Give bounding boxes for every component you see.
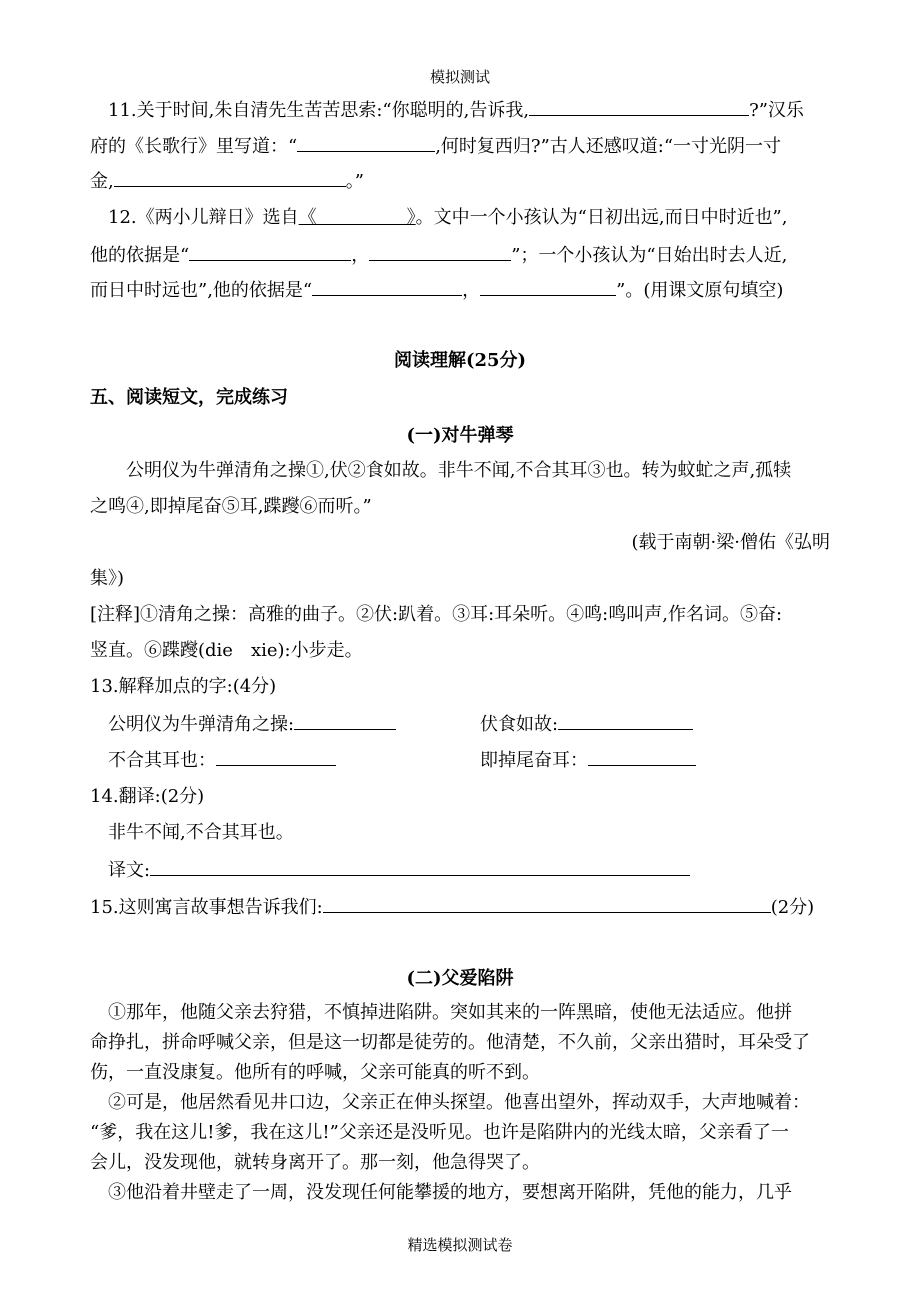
answer-blank[interactable]: [480, 276, 616, 296]
question-13-item-a: 公明仪为牛弹清角之操:: [108, 710, 396, 738]
answer-blank[interactable]: [558, 710, 693, 730]
question-12-line-3: 而日中时远也”,他的依据是“ ， ”。(用课文原句填空): [90, 276, 783, 304]
answer-blank[interactable]: [297, 132, 435, 152]
answer-blank[interactable]: [216, 746, 336, 766]
page-footer: 精选模拟测试卷: [407, 1236, 513, 1254]
question-14-sentence: 非牛不闻,不合其耳也。: [108, 822, 294, 843]
question-11-line-2: 府的《长歌行》里写道：“ ,何时复西归?”古人还感叹道:“一寸光阴一寸: [90, 132, 781, 160]
passage-1-notes-2: 竖直。⑥蹀躞(die xie):小步走。: [90, 640, 363, 661]
passage-1-text-2: 之鸣④,即掉尾奋⑤耳,蹀躞⑥而听。”: [90, 496, 372, 517]
answer-blank[interactable]: [294, 710, 396, 730]
answer-blank[interactable]: [588, 746, 696, 766]
question-15: 15.这则寓言故事想告诉我们: (2分): [90, 893, 814, 921]
passage-1-text-1: 公明仪为牛弹清角之操①,伏②食如故。非牛不闻,不合其耳③也。转为蚊虻之声,孤犊: [126, 460, 792, 481]
section-5-heading: 五、阅读短文，完成练习: [90, 387, 288, 408]
passage-2-line: 伤，一直没康复。他所有的呼喊，父亲可能真的听不到。: [90, 1062, 540, 1083]
question-14-answer: 译文:: [108, 856, 690, 884]
passage-2-line: ②可是，他居然看见井口边，父亲正在伸头探望。他喜出望外，挥动双手，大声地喊着：: [108, 1092, 810, 1113]
passage-2-line: ①那年，他随父亲去狩猎，不慎掉进陷阱。突如其来的一阵黑暗，使他无法适应。他拼: [108, 1002, 792, 1023]
question-11-line-1: 11.关于时间,朱自清先生苦苦思索:“你聪明的,告诉我, ?”汉乐: [108, 96, 804, 124]
answer-blank[interactable]: [189, 241, 351, 261]
question-14-title: 14.翻译:(2分): [90, 786, 205, 807]
passage-2-line: 会儿，没发现他，就转身离开了。那一刻，他急得哭了。: [90, 1152, 540, 1173]
answer-blank[interactable]: [323, 893, 771, 913]
question-13-item-d: 即掉尾奋耳：: [480, 746, 696, 774]
passage-1-source-1: (载于南朝·梁·僧佑《弘明: [631, 532, 830, 553]
passage-1-source-2: 集》): [90, 568, 125, 589]
page-header: 模拟测试: [429, 68, 490, 86]
question-12-line-1: 12.《两小儿辩日》选自《 》。文中一个小孩认为“日初出远,而日中时近也”,: [108, 207, 788, 228]
answer-blank[interactable]: [114, 167, 346, 187]
answer-blank[interactable]: [150, 856, 690, 876]
question-12-line-2: 他的依据是“ ， ”；一个小孩认为“日始出时去人近,: [90, 241, 787, 269]
question-13-title: 13.解释加点的字:(4分): [90, 676, 277, 697]
book-title-blank[interactable]: 《 》: [298, 207, 416, 228]
question-13-item-c: 不合其耳也：: [108, 746, 336, 774]
passage-2-title: (二)父爱陷阱: [406, 968, 514, 989]
passage-2-line: “爹，我在这儿!爹，我在这儿!”父亲还是没听见。也许是陷阱内的光线太暗，父亲看了一: [90, 1122, 789, 1143]
question-13-item-b: 伏食如故:: [480, 710, 693, 738]
passage-1-title: (一)对牛弹琴: [406, 425, 514, 446]
reading-section-title: 阅读理解(25分): [393, 350, 527, 371]
answer-blank[interactable]: [529, 96, 749, 116]
passage-2-line: 命挣扎，拼命呼喊父亲，但是这一切都是徒劳的。他清楚，不久前，父亲出猎时，耳朵受了: [90, 1032, 810, 1053]
passage-1-notes-1: [注释]①清角之操：高雅的曲子。②伏:趴着。③耳:耳朵听。④鸣:鸣叫声,作名词。⑤奋:: [90, 604, 783, 625]
question-11-line-3: 金, 。”: [90, 167, 364, 195]
answer-blank[interactable]: [312, 276, 462, 296]
answer-blank[interactable]: [369, 241, 511, 261]
passage-2-line: ③他沿着井壁走了一周，没发现任何能攀援的地方，要想离开陷阱，凭他的能力，几乎: [108, 1182, 792, 1203]
